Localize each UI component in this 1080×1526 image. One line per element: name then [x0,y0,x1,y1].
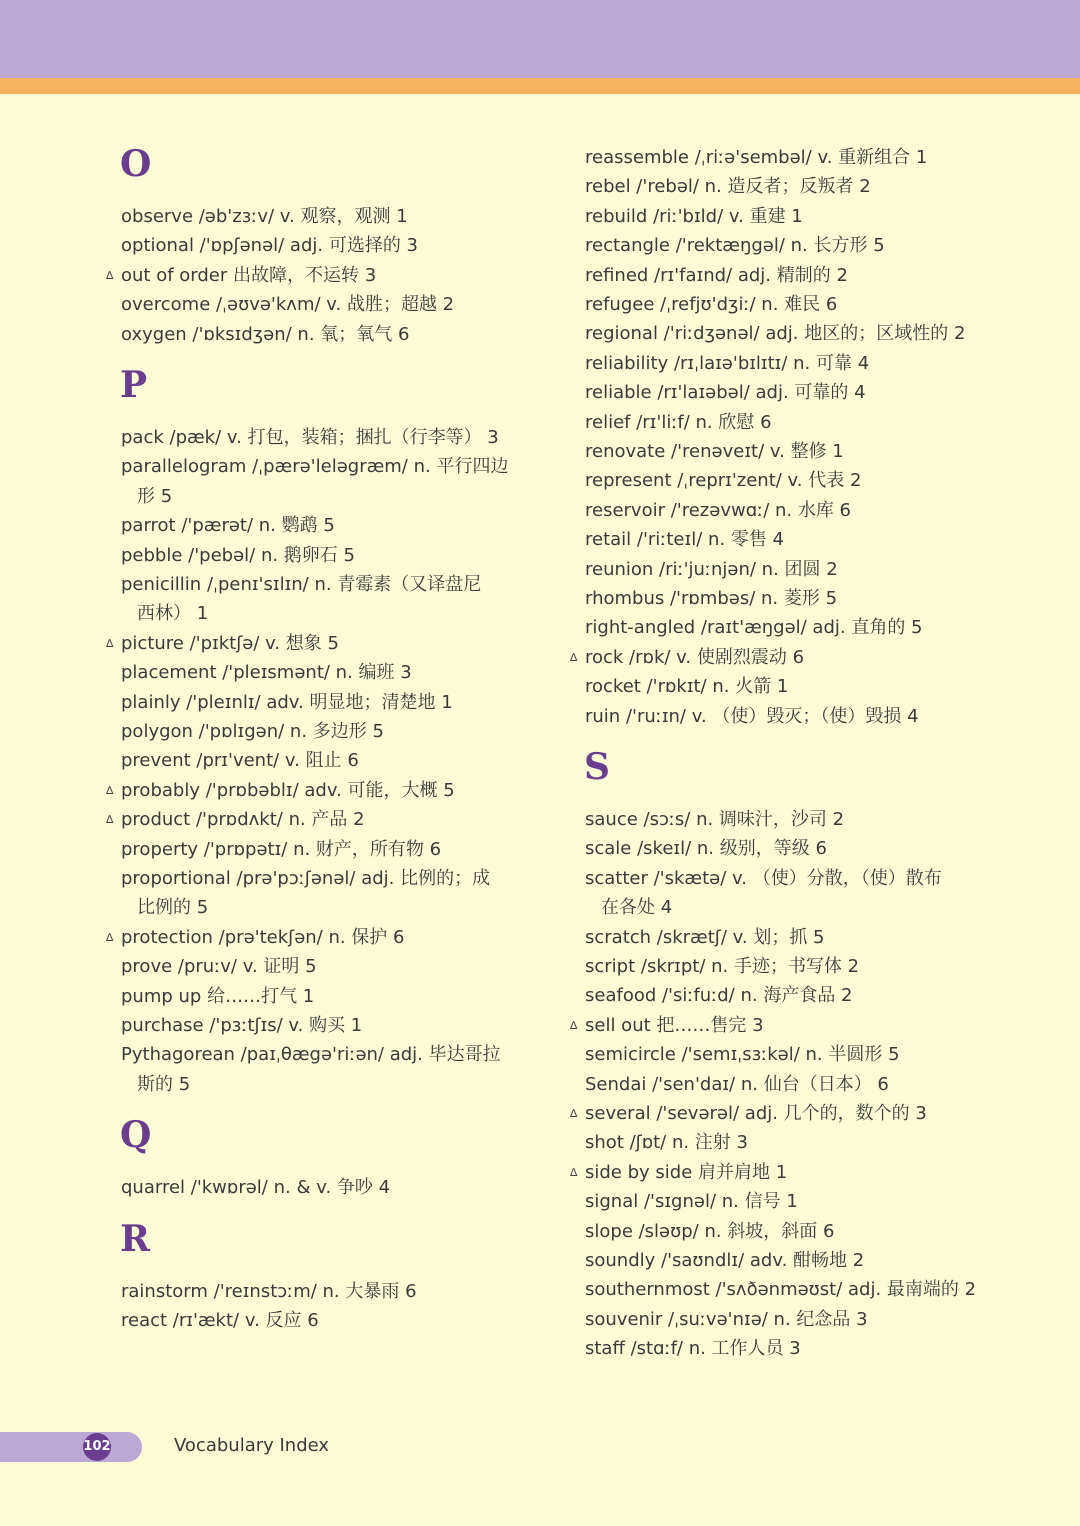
section-letter-r: R [120,1217,150,1260]
index-entry [108,320,409,349]
entry-continuation: 斯的 5 [137,1073,191,1095]
index-entry [108,1173,390,1202]
index-entry [572,1334,801,1363]
index-entry [572,981,853,1010]
entry-text: polygon /'pɒlɪgən/ n. 多边形 5 [121,721,384,742]
index-entry [108,629,339,658]
entry-text: rebel /'rebəl/ n. 造反者；反叛者 2 [585,176,871,198]
entry-text: side by side 肩并肩地 1 [585,1161,788,1183]
entry-text: probably /'prɒbəblɪ/ adv. 可能，大概 5 [121,779,455,801]
index-entry [108,658,412,687]
triangle-mark: ∆ [106,268,114,282]
index-entry [572,1128,748,1157]
index-entry [572,408,772,437]
entry-text: protection /prə'tekʃən/ n. 保护 6 [121,926,405,948]
entry-text: proportional /prə'pɔːʃənəl/ adj. 比例的；成 [121,868,491,889]
index-entry [572,643,804,672]
entry-text: rock /rɒk/ v. 使剧烈震动 6 [585,646,805,668]
footer-title: Vocabulary Index [174,1435,330,1456]
triangle-mark: ∆ [570,650,578,664]
triangle-mark: ∆ [570,1107,578,1120]
index-entry [572,378,866,407]
index-entry [108,746,359,775]
header-stripe [0,78,1080,94]
index-entry [572,672,788,701]
entry-text: property /'prɒpətɪ/ n. 财产，所有物 6 [121,838,442,860]
entry-text: several /'sevərəl/ adj. 几个的，数个的 3 [585,1103,927,1124]
page-number: 102 [83,1433,111,1461]
triangle-mark: ∆ [106,636,114,650]
index-entry [108,541,355,570]
entry-text: prevent /prɪ'vent/ v. 阻止 6 [121,750,359,772]
entry-text: rhombus /'rɒmbəs/ n. 菱形 5 [585,588,838,609]
index-entry [108,805,365,834]
entry-text: renovate /'renəveɪt/ v. 整修 1 [585,441,844,462]
index-entry [108,452,508,511]
entry-text: parrot /'pærət/ n. 鹦鹉 5 [121,515,335,537]
entry-text: scale /skeɪl/ n. 级别，等级 6 [585,838,827,860]
entry-text: reassemble /ˌriːə'sembəl/ v. 重新组合 1 [585,147,928,168]
index-entry [108,923,404,952]
entry-text: rocket /'rɒkɪt/ n. 火箭 1 [585,676,789,698]
entry-continuation: 形 5 [137,485,173,507]
entry-text: shot /ʃɒt/ n. 注射 3 [585,1132,748,1154]
header-band [0,0,1080,78]
index-entry [572,143,927,172]
index-entry [108,1040,501,1099]
entry-text: observe /əb'zɜːv/ v. 观察，观测 1 [121,206,408,227]
index-entry [572,864,942,923]
triangle-mark: ∆ [106,930,114,944]
entry-text: purchase /'pɜːtʃɪs/ v. 购买 1 [121,1015,363,1036]
index-entry [108,835,441,864]
entry-text: Pythagorean /paɪˌθægə'riːən/ adj. 毕达哥拉 [121,1044,501,1066]
index-entry [572,1246,864,1275]
section-letter-s: S [584,746,610,788]
entry-continuation: 比例的 5 [137,897,209,919]
index-entry [572,1011,764,1040]
index-entry [108,423,499,452]
index-entry [108,688,453,717]
index-entry [108,231,418,260]
entry-text: pump up 给……打气 1 [121,985,315,1007]
index-entry [572,525,784,554]
index-entry [108,864,490,923]
index-entry [572,231,885,260]
index-entry [572,952,859,981]
entry-text: staff /stɑːf/ n. 工作人员 3 [585,1338,801,1360]
entry-text: overcome /ˌəʊvə'kʌm/ v. 战胜；超越 2 [121,294,455,316]
index-entry [572,584,837,613]
index-entry [572,349,869,378]
index-entry [572,290,837,319]
entry-text: placement /'pleɪsmənt/ n. 编班 3 [121,662,412,684]
index-entry [572,319,965,348]
entry-text: script /skrɪpt/ n. 手迹；书写体 2 [585,956,860,977]
triangle-mark: ∆ [106,783,114,797]
triangle-mark: ∆ [570,1165,578,1179]
index-entry [572,172,871,201]
index-entry [108,290,454,319]
section-letter-p: P [120,364,148,406]
index-entry [572,496,851,525]
entry-text: represent /ˌreprɪ'zent/ v. 代表 2 [585,470,862,492]
index-entry [108,952,317,981]
index-entry [572,466,861,495]
entry-text: quarrel /'kwɒrəl/ n. & v. 争吵 4 [121,1177,391,1199]
entry-text: pack /pæk/ v. 打包，装箱；捆扎（行李等） 3 [121,427,499,448]
entry-text: penicillin /ˌpenɪ'sɪlɪn/ n. 青霉素（又译盘尼 [121,574,482,595]
entry-text: refined /rɪ'faɪnd/ adj. 精制的 2 [585,264,848,286]
entry-text: sell out 把……售完 3 [585,1014,764,1036]
index-entry [108,570,481,629]
entry-text: product /'prɒdʌkt/ n. 产品 2 [121,809,365,831]
entry-text: out of order 出故障，不运转 3 [121,264,377,286]
index-entry [108,982,314,1011]
triangle-mark: ∆ [570,1018,578,1032]
entry-text: refugee /ˌrefjʊ'dʒiː/ n. 难民 6 [585,294,838,315]
triangle-mark: ∆ [106,813,114,827]
section-letter-q: Q [120,1114,152,1157]
entry-text: relief /rɪ'liːf/ n. 欣慰 6 [585,411,772,433]
entry-text: scatter /'skætə/ v. （使）分散，（使）散布 [585,867,942,889]
entry-text: right-angled /raɪt'æŋgəl/ adj. 直角的 5 [585,617,923,639]
entry-text: picture /'pɪktʃə/ v. 想象 5 [121,632,339,654]
index-entry [572,555,838,584]
entry-text: souvenir /ˌsuːvə'nɪə/ n. 纪念品 3 [585,1308,868,1330]
entry-text: regional /'riːdʒənəl/ adj. 地区的；区域性的 2 [585,323,966,345]
index-entry [572,1275,976,1304]
entry-text: reservoir /'rezəvwɑː/ n. 水库 6 [585,499,852,521]
index-entry [572,1158,787,1187]
entry-text: prove /pruːv/ v. 证明 5 [121,956,317,978]
entry-text: sauce /sɔːs/ n. 调味汁，沙司 2 [585,809,845,830]
index-entry [108,1011,362,1040]
entry-text: reunion /riː'juːnjən/ n. 团圆 2 [585,558,838,580]
index-entry [108,1277,417,1306]
index-entry [572,1217,835,1246]
entry-text: slope /sləʊp/ n. 斜坡，斜面 6 [585,1220,835,1242]
entry-text: Sendai /'sen'daɪ/ n. 仙台（日本） 6 [585,1073,889,1095]
entry-continuation: 西林） 1 [137,603,209,625]
entry-text: optional /'ɒpʃənəl/ adj. 可选择的 3 [121,235,418,257]
index-entry [572,805,844,834]
index-entry [572,1099,927,1128]
entry-text: reliability /rɪˌlaɪə'bɪlɪtɪ/ n. 可靠 4 [585,352,870,374]
index-entry [572,923,825,952]
entry-text: plainly /'pleɪnlɪ/ adv. 明显地；清楚地 1 [121,691,453,713]
index-entry [572,702,919,731]
entry-text: rectangle /'rektæŋgəl/ n. 长方形 5 [585,235,885,257]
entry-text: scratch /skrætʃ/ v. 划；抓 5 [585,926,825,948]
index-entry [108,261,376,290]
index-entry [572,1070,889,1099]
index-entry [572,261,848,290]
index-entry [572,613,923,642]
index-entry [572,202,803,231]
entry-text: soundly /'saʊndlɪ/ adv. 酣畅地 2 [585,1250,865,1271]
index-entry [572,1187,798,1216]
entry-text: parallelogram /ˌpærə'leləgræm/ n. 平行四边 [121,456,509,478]
index-entry [572,1305,868,1334]
entry-text: rebuild /riː'bɪld/ v. 重建 1 [585,205,803,227]
entry-text: seafood /'siːfuːd/ n. 海产食品 2 [585,985,853,1007]
section-letter-o: O [120,143,152,185]
entry-text: southernmost /'sʌðənməʊst/ adj. 最南端的 2 [585,1279,977,1301]
entry-text: retail /'riːteɪl/ n. 零售 4 [585,529,785,551]
index-entry [108,776,455,805]
footer-tab [0,1432,142,1462]
entry-continuation: 在各处 4 [601,897,673,919]
index-entry [572,834,827,863]
entry-text: rainstorm /'reɪnstɔːm/ n. 大暴雨 6 [121,1280,417,1302]
index-entry [108,1306,319,1335]
index-entry [108,511,335,540]
entry-text: semicircle /'semɪˌsɜːkəl/ n. 半圆形 5 [585,1044,900,1066]
index-entry [108,717,384,746]
entry-text: ruin /'ruːɪn/ v. （使）毁灭；（使）毁损 4 [585,705,919,727]
entry-text: oxygen /'ɒksɪdʒən/ n. 氧；氧气 6 [121,323,410,345]
index-entry [108,202,408,231]
index-entry [572,1040,900,1069]
index-entry [572,437,844,466]
entry-text: signal /'sɪgnəl/ n. 信号 1 [585,1191,798,1213]
entry-text: react /rɪ'ækt/ v. 反应 6 [121,1310,319,1331]
entry-text: pebble /'pebəl/ n. 鹅卵石 5 [121,544,355,566]
entry-text: reliable /rɪ'laɪəbəl/ adj. 可靠的 4 [585,382,866,404]
